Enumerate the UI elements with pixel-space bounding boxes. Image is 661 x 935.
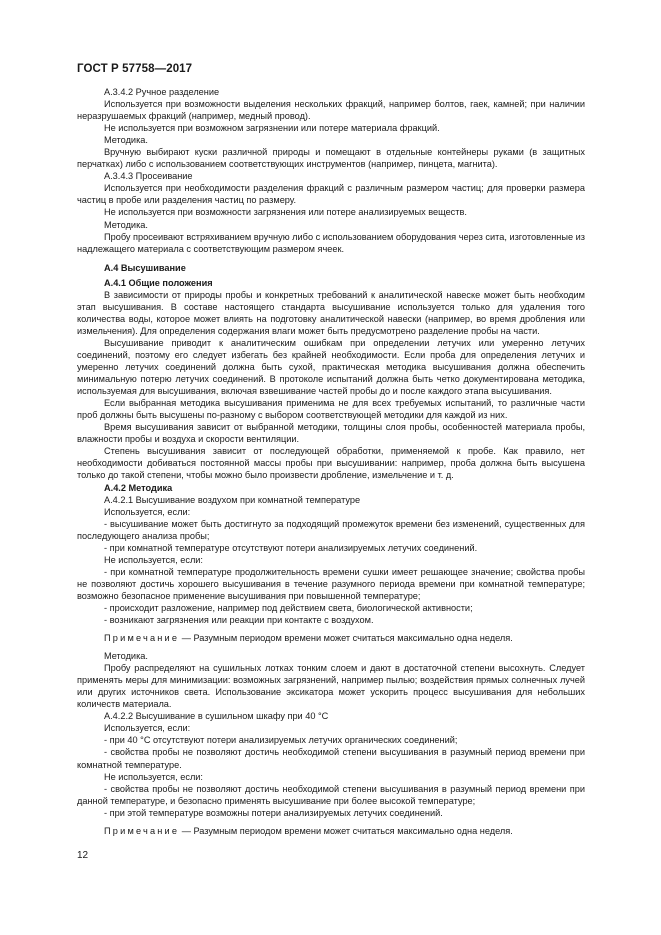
- subsection-heading: А.4.2 Методика: [104, 482, 173, 493]
- paragraph: Не используется при возможном загрязнении или потере материала фракций.: [104, 123, 440, 134]
- paragraph: Вручную выбирают куски различной природы и помещают в отдельные контейнеры руками (в защитных перчатках) либо с использованием соответствующих инструментов (например, пинцета, магнита).: [77, 147, 585, 170]
- note: [77, 825, 585, 837]
- note-text: — Разумным периодом времени может считаться максимально одна неделя.: [179, 825, 513, 836]
- section-heading: А.4 Высушивание: [104, 262, 186, 273]
- subsection-heading: А.3.4.2 Ручное разделение: [104, 87, 220, 97]
- list-item: - при 40 °С отсутствуют потери анализируемых летучих органических соединений;: [104, 735, 458, 746]
- list-item: - при этой температуре возможны потери анализируемых летучих соединений.: [104, 807, 443, 818]
- note: [77, 632, 585, 644]
- list-item: - свойства пробы не позволяют достичь необходимой степени высушивания в разумный период времени при комнатной температуре.: [77, 747, 585, 770]
- list-item: - высушивание может быть достигнуто за подходящий промежуток времени без изменений, существенных для последующего анализа пробы;: [77, 518, 585, 541]
- paragraph: В зависимости от природы пробы и конкретных требований к аналитической навеске может быть необходим этап высушивания. В составе настоящего стандарта высушивание используется только для удаления того количества воды, которое может влиять на подготовку аналитической навески (например, во время дробления или измельчения). Для определения содержания влаги может быть предусмотрено разделение пробы на части.: [77, 289, 585, 336]
- list-item: - при комнатной температуре продолжительность времени сушки имеет решающее значение; свойства пробы не позволяют достичь хорошего высушивания в течение разумного периода времени при комнатной температуре; возможно безопасное применение высушивания при повышенной температуре;: [77, 566, 585, 601]
- subsection-heading: А.4.2.1 Высушивание воздухом при комнатной температуре: [104, 494, 361, 505]
- paragraph: Методика.: [104, 135, 148, 146]
- document-body: [77, 86, 585, 843]
- paragraph: Используется при возможности выделения нескольких фракций, например болтов, гаек, камней; при наличии неразрушаемых фракций (например, медный провод).: [77, 99, 585, 122]
- paragraph: Пробу распределяют на сушильных лотках тонким слоем и дают в достаточной степени высохнуть. Следует применять меры для минимизации: возможных загрязнений, например пылью; воздействия прямых солнечных лучей или других источников света. Использование эксикатора может ускорить процесс высушивания для небольших количеств материала.: [77, 663, 585, 710]
- paragraph: Используется при необходимости разделения фракций с различным размером частиц; для проверки размера частиц в пробе или разделения частиц по размеру.: [77, 183, 585, 206]
- paragraph: Не используется при возможности загрязнения или потере анализируемых веществ.: [104, 207, 467, 218]
- note-label: Примечание: [104, 633, 180, 644]
- paragraph: Используется, если:: [104, 506, 191, 517]
- paragraph: Высушивание приводит к аналитическим ошибкам при определении летучих или умеренно летучих соединений, поэтому его следует избегать без крайней необходимости. Если проба для определения летучих и умеренно летучих соединений должна быть сухой, практическая методика высушивания должна обеспечить минимальную потерю летучих соединений. В протоколе испытаний должна быть четко документирована методика, используемая для высушивания, включая взвешивание частей пробы до и после каждого этапа высушивания.: [77, 337, 585, 397]
- paragraph: Время высушивания зависит от выбранной методики, толщины слоя пробы, особенностей материала пробы, влажности пробы и воздуха и скорости вентиляции.: [77, 422, 585, 445]
- list-item: - происходит разложение, например под действием света, биологической активности;: [104, 602, 473, 613]
- paragraph: Методика.: [104, 651, 148, 662]
- page-number: 12: [77, 850, 89, 861]
- paragraph: Не используется, если:: [104, 771, 203, 782]
- subsection-heading: А.3.4.3 Просеивание: [104, 171, 193, 182]
- list-item: - свойства пробы не позволяют достичь необходимой степени высушивания в разумный период времени при данной температуре, и безопасно применять высушивание при более высокой температуре;: [77, 783, 585, 806]
- note-text: — Разумным периодом времени может считаться максимально одна неделя.: [179, 633, 513, 644]
- paragraph: Пробу просеивают встряхиванием вручную либо с использованием оборудования через сита, изготовленные из надлежащего материала с соответствующим размером ячеек.: [77, 231, 585, 254]
- list-item: - возникают загрязнения или реакции при контакте с воздухом.: [104, 615, 374, 626]
- list-item: - при комнатной температуре отсутствуют потери анализируемых летучих соединений.: [104, 542, 478, 553]
- paragraph: Если выбранная методика высушивания применима не для всех требуемых испытаний, то различные части проб должны быть высушены по-разному с выбором соответствующей методики для каждой из них.: [77, 398, 585, 421]
- paragraph: Не используется, если:: [104, 554, 203, 565]
- document-header: ГОСТ Р 57758—2017: [77, 63, 193, 75]
- paragraph: Методика.: [104, 219, 148, 230]
- subsection-heading: А.4.2.2 Высушивание в сушильном шкафу при 40 °С: [104, 711, 329, 722]
- paragraph: Используется, если:: [104, 723, 191, 734]
- paragraph: Степень высушивания зависит от последующей обработки, применяемой к пробе. Как правило, нет необходимости добиваться постоянной массы пробы при высушивании: например, проба должна быть высушена только до такой степени, чтобы можно было произвести дробление, измельчение и т. д.: [77, 446, 585, 481]
- subsection-heading: А.4.1 Общие положения: [104, 277, 213, 288]
- note-label: Примечание: [104, 825, 180, 836]
